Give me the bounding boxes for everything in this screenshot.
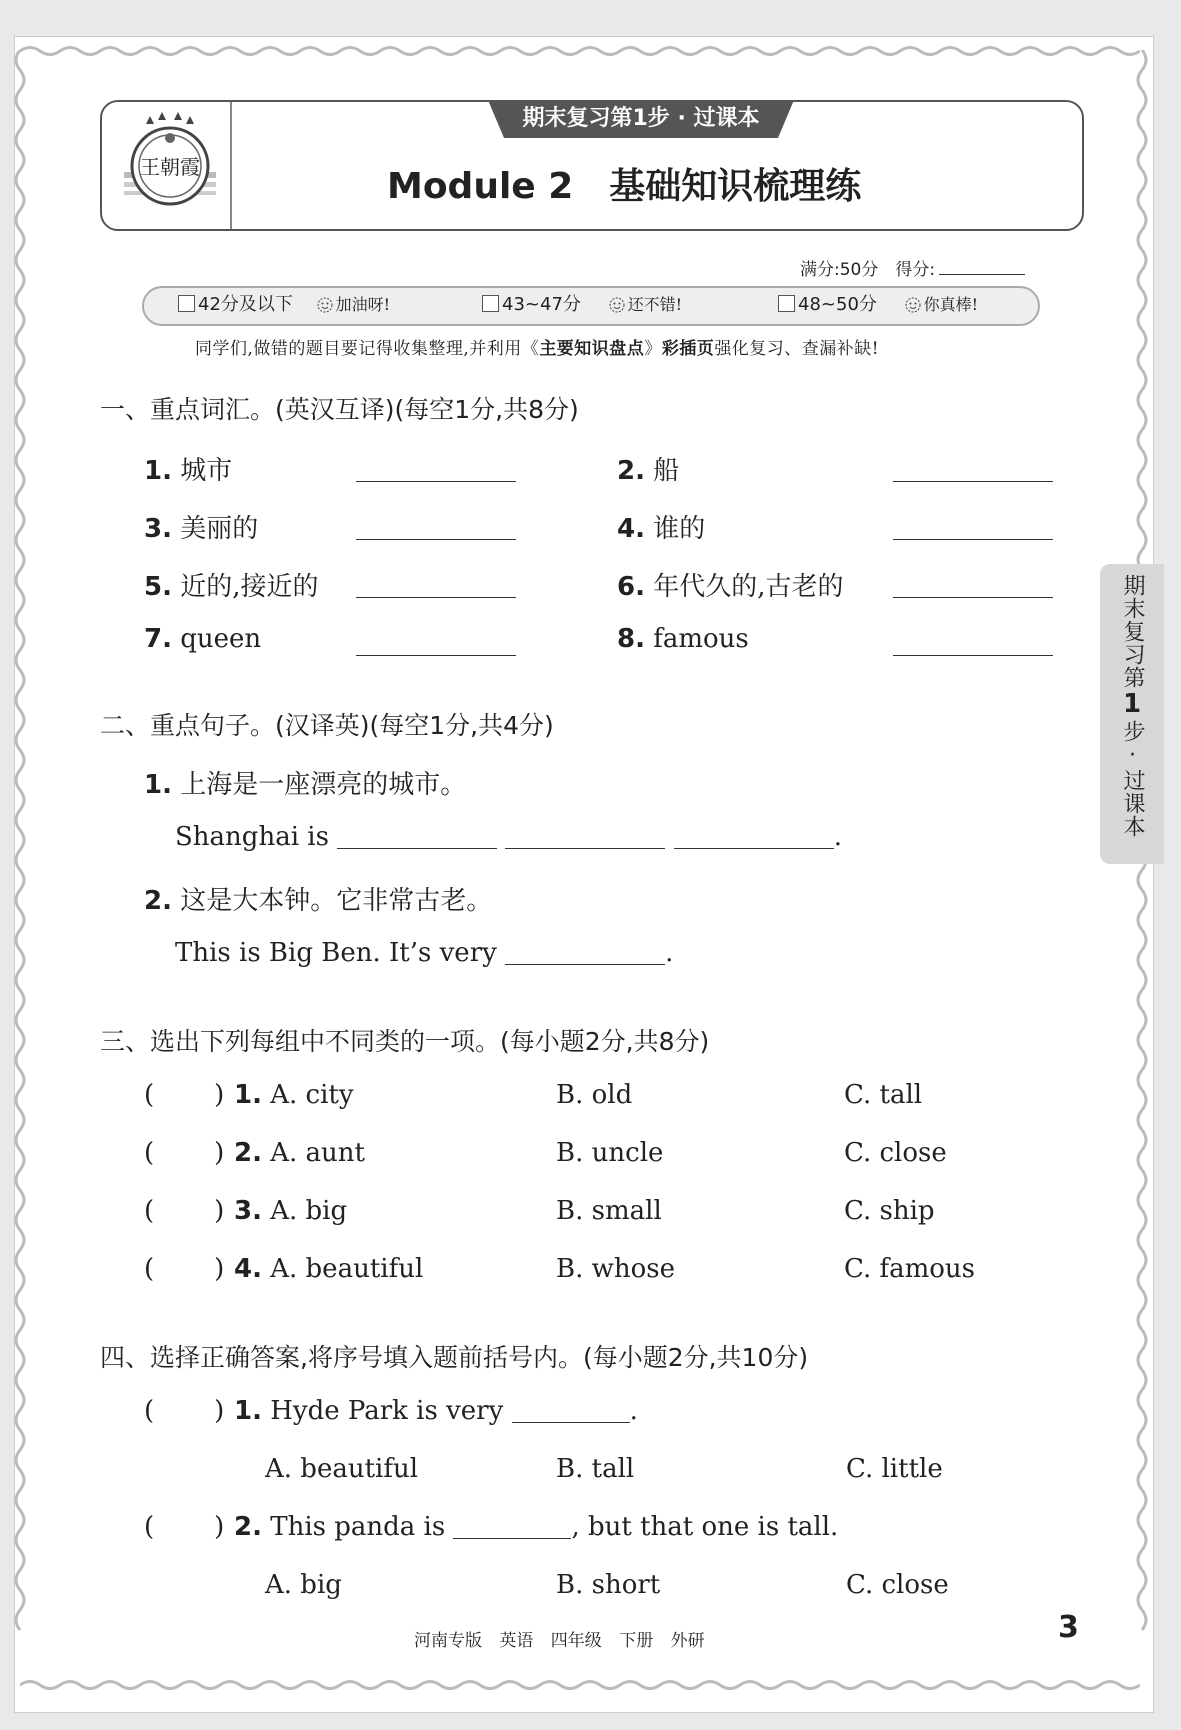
answer-paren[interactable]: ( ) [144, 1138, 225, 1168]
grade-range: 48~50分 [798, 294, 877, 315]
grade-note: 你真棒! [923, 295, 979, 314]
answer-blank[interactable] [512, 1398, 630, 1423]
grade-checkbox[interactable] [778, 295, 795, 312]
grade-item [482, 292, 682, 318]
option-b: B. whose [556, 1254, 676, 1284]
answer-blank[interactable] [505, 940, 665, 965]
option-c: C. tall [844, 1080, 923, 1110]
step-tab-label: 期末复习第1步 · 过课本 [522, 106, 760, 131]
sentence-en: Shanghai is . [175, 822, 842, 852]
sentence-cn: 2. 这是大本钟。它非常古老。 [144, 886, 493, 916]
choice-stem: 1. Hyde Park is very . [234, 1396, 638, 1426]
option-row: 3. A. big [234, 1196, 348, 1226]
page-title: Module 2 基础知识梳理练 [387, 166, 862, 207]
option-b: B. short [556, 1570, 661, 1600]
vocab-item: 3. 美丽的 [144, 514, 259, 544]
smiley-icon [905, 297, 921, 313]
choice-stem: 2. This panda is , but that one is tall. [234, 1512, 839, 1542]
option-a: A. beautiful [265, 1454, 419, 1484]
answer-paren[interactable]: ( ) [144, 1080, 225, 1110]
grade-note: 还不错! [627, 295, 683, 314]
option-row: 4. A. beautiful [234, 1254, 424, 1284]
smiley-icon [317, 297, 333, 313]
footer-text: 河南专版 英语 四年级 下册 外研 [414, 1631, 705, 1651]
section-3-title: 三、选出下列每组中不同类的一项。(每小题2分,共8分) [100, 1027, 710, 1056]
option-b: B. tall [556, 1454, 635, 1484]
option-row: 2. A. aunt [234, 1138, 365, 1168]
answer-blank[interactable] [356, 539, 516, 540]
answer-blank[interactable] [453, 1514, 571, 1539]
vocab-item: 2. 船 [617, 456, 680, 486]
page-number: 3 [1058, 1610, 1079, 1645]
vocab-item: 8. famous [617, 624, 749, 654]
answer-paren[interactable]: ( ) [144, 1396, 225, 1426]
grade-note: 加油呀! [335, 295, 391, 314]
answer-paren[interactable]: ( ) [144, 1196, 225, 1226]
section-2-title: 二、重点句子。(汉译英)(每空1分,共4分) [100, 711, 554, 740]
vocab-item: 4. 谁的 [617, 514, 706, 544]
answer-blank[interactable] [356, 655, 516, 656]
grade-range: 42分及以下 [198, 294, 293, 315]
answer-blank[interactable] [505, 824, 665, 849]
option-b: B. uncle [556, 1138, 664, 1168]
grade-checkbox[interactable] [178, 295, 195, 312]
side-tab-label: 期末复习第1步·过课本 [1117, 574, 1147, 838]
wavy-border-left [12, 50, 28, 1640]
option-b: B. old [556, 1080, 633, 1110]
sentence-cn: 1. 上海是一座漂亮的城市。 [144, 770, 467, 800]
score-label: 满分:50分 得分: [800, 260, 936, 280]
option-c: C. little [846, 1454, 943, 1484]
score-blank[interactable] [939, 274, 1025, 275]
answer-blank[interactable] [893, 597, 1053, 598]
side-tab [1100, 564, 1164, 864]
grade-item [178, 292, 390, 318]
section-1-title: 一、重点词汇。(英汉互译)(每空1分,共8分) [100, 395, 579, 424]
option-c: C. famous [844, 1254, 976, 1284]
vocab-item: 5. 近的,接近的 [144, 572, 319, 602]
answer-blank[interactable] [893, 539, 1053, 540]
answer-paren[interactable]: ( ) [144, 1254, 225, 1284]
step-tab [488, 100, 794, 138]
section-4-title: 四、选择正确答案,将序号填入题前括号内。(每小题2分,共10分) [100, 1343, 809, 1372]
answer-blank[interactable] [893, 655, 1053, 656]
answer-blank[interactable] [356, 597, 516, 598]
logo-divider [230, 102, 232, 229]
svg-text:王朝霞: 王朝霞 [140, 155, 200, 179]
sentence-en: This is Big Ben. It’s very . [175, 938, 674, 968]
grade-item [778, 292, 978, 318]
grade-bar [142, 286, 1040, 326]
brand-logo [116, 110, 224, 218]
header-box [100, 100, 1084, 231]
vocab-item: 6. 年代久的,古老的 [617, 572, 844, 602]
grade-checkbox[interactable] [482, 295, 499, 312]
wavy-border-top [20, 44, 1140, 58]
score-line [800, 255, 1025, 280]
vocab-item: 1. 城市 [144, 456, 233, 486]
smiley-icon [609, 297, 625, 313]
option-b: B. small [556, 1196, 662, 1226]
answer-blank[interactable] [674, 824, 834, 849]
option-c: C. close [844, 1138, 947, 1168]
grade-range: 43~47分 [502, 294, 581, 315]
answer-blank[interactable] [337, 824, 497, 849]
answer-paren[interactable]: ( ) [144, 1512, 225, 1542]
option-c: C. ship [844, 1196, 935, 1226]
wavy-border-bottom [20, 1678, 1140, 1692]
option-row: 1. A. city [234, 1080, 354, 1110]
answer-blank[interactable] [356, 481, 516, 482]
answer-blank[interactable] [893, 481, 1053, 482]
tip-text: 同学们,做错的题目要记得收集整理,并利用《主要知识盘点》彩插页强化复习、查漏补缺! [195, 339, 880, 359]
vocab-item: 7. queen [144, 624, 262, 654]
option-c: C. close [846, 1570, 949, 1600]
option-a: A. big [265, 1570, 342, 1600]
